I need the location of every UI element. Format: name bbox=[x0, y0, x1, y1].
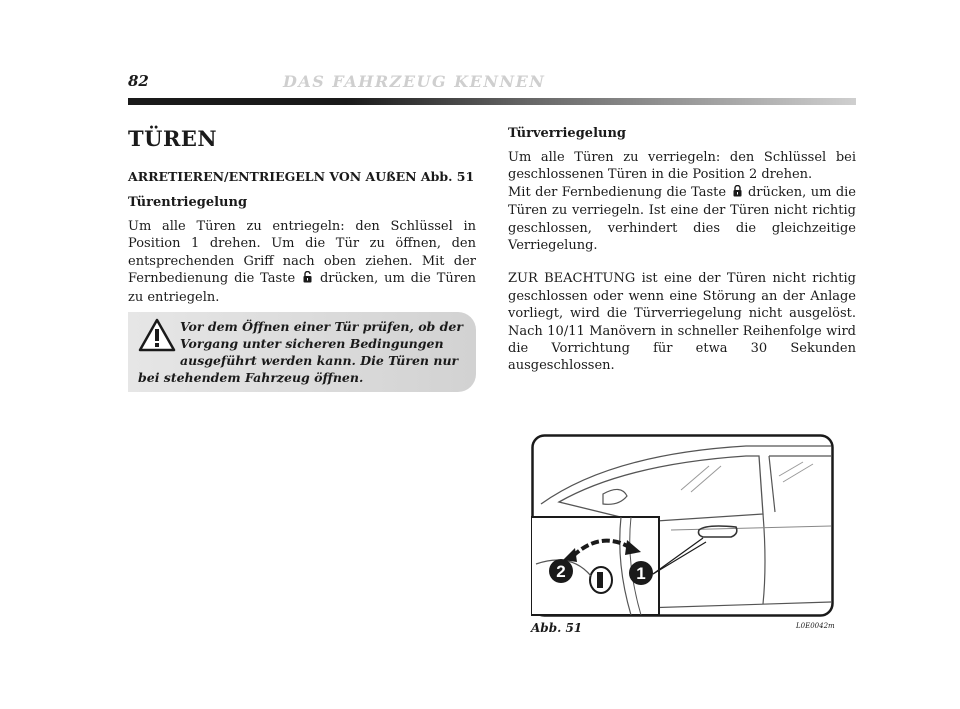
lock-heading: Türverriegelung bbox=[508, 126, 626, 141]
label-2: 2 bbox=[556, 562, 566, 581]
label-1: 1 bbox=[636, 564, 646, 583]
left-column bbox=[128, 126, 476, 306]
subsection-title: ARRETIEREN/ENTRIEGELN VON AUßEN Abb. 51 bbox=[128, 169, 475, 184]
warning-text: Vor dem Öffnen einer Tür prüfen, ob der Vorgang unter sicheren Bedingungen ausgeführt werden kann. Die Türen nur bei stehendem Fahrzeug öffnen. bbox=[138, 319, 463, 385]
warning-box bbox=[128, 312, 476, 392]
warning-triangle-icon bbox=[138, 318, 180, 366]
lock-text-2b: drücken, um die Türen zu verriegeln. Ist eine der Türen nicht richtig geschlossen, verhindert dies die gleichzeitige Verriegelung. bbox=[508, 184, 857, 254]
section-title: TÜREN bbox=[128, 126, 218, 151]
padlock-open-icon bbox=[303, 271, 312, 288]
figure-caption: Abb. 51 bbox=[531, 621, 583, 635]
unlock-heading: Türentriegelung bbox=[128, 195, 248, 210]
note-paragraph: ZUR BEACHTUNG ist eine der Türen nicht richtig geschlossen oder wenn eine Störung an der Anlage vorliegt, wird die Türverriegelung nicht ausgelöst. Nach 10/11 Manövern in schneller Reihenfolge wird die Vorrichtung für etwa 30 Sekunden ausgeschlossen. bbox=[508, 271, 856, 374]
padlock-closed-icon bbox=[733, 185, 742, 202]
unlock-text-2: drücken, um die Türen zu entriegeln. bbox=[128, 271, 477, 305]
right-column bbox=[508, 126, 856, 375]
lock-text-1: Um alle Türen zu verriegeln: den Schlüssel bei geschlossenen Türen in die Position 2 drehen. bbox=[508, 150, 856, 183]
door-lock-figure bbox=[531, 434, 834, 617]
unlock-text-1: Um alle Türen zu entriegeln: den Schlüssel in Position 1 drehen. Um die Tür zu öffnen, den entsprechenden Griff nach oben ziehen. Mit der Fernbedienung die Taste bbox=[128, 219, 476, 287]
lock-paragraph bbox=[508, 149, 856, 254]
running-header: DAS FAHRZEUG KENNEN bbox=[283, 72, 546, 91]
unlock-paragraph bbox=[128, 218, 476, 306]
lock-text-2a: Mit der Fernbedienung die Taste bbox=[508, 184, 727, 200]
header-rule bbox=[128, 98, 856, 105]
warning-text-block bbox=[138, 318, 464, 386]
page-number: 82 bbox=[128, 72, 149, 90]
figure-code: L0E0042m bbox=[796, 622, 835, 630]
